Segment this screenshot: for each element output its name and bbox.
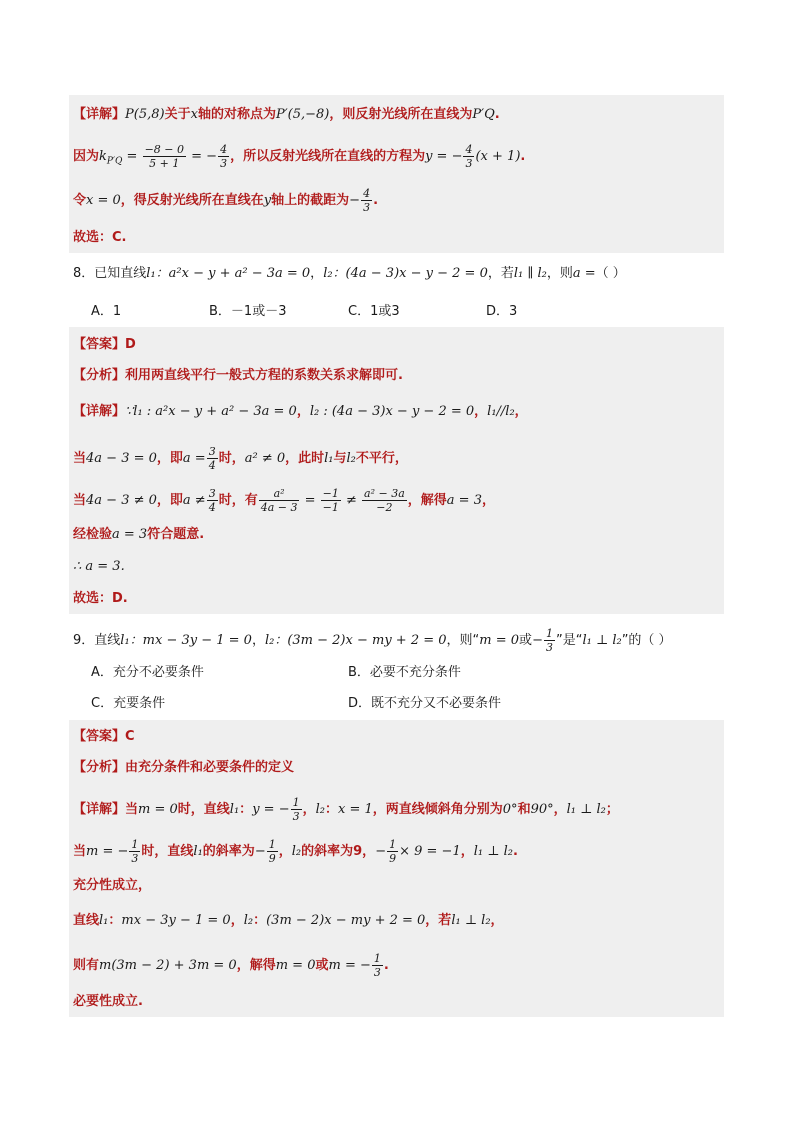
q9-option-d: D．既不充分又不必要条件 — [348, 696, 502, 711]
q8-detail-5: ∴ a = 3. — [73, 559, 125, 574]
q9-detail-4: 直线l₁：mx − 3y − 1 = 0，l₂：(3m − 2)x − my + 2 = 0，若l₁ ⊥ l₂， — [73, 913, 504, 928]
q9-analysis: 【分析】由充分条件和必要条件的定义 — [73, 760, 295, 775]
q8-detail-3: 当4a − 3 ≠ 0，即a ≠ $\frac{3}{4}$ 时，有 $\frac{\text{a²}}{4a - 3}$ = $\frac{-1}{-1}$ ≠ $\frac{\text{a² − 3a}}{-2}$ ，解得a = 3， — [73, 487, 495, 514]
q9-detail-3: 充分性成立， — [73, 878, 152, 893]
q8-detail-1: 【详解】∵l₁ : a²x − y + a² − 3a = 0，l₂ : (4a − 3)x − y − 2 = 0，l₁//l₂， — [73, 404, 528, 419]
detail-line-2: 因为$k_{P'Q}$ = $\frac{-8 - 0}{5 + 1}$ = − $\frac{4}{3}$ ，所以反射光线所在直线的方程为y = − $\frac{4}{3}$ (x + 1). — [73, 143, 526, 170]
q8-option-a: A．1 — [91, 304, 122, 319]
q9-detail-1: 【详解】当m = 0时，直线l₁：y = − $\frac{1}{3}$ ，l₂：x = 1，两直线倾斜角分别为0°和90°，l₁ ⊥ l₂； — [73, 796, 619, 823]
q8-detail-4: 经检验a = 3符合题意. — [73, 527, 205, 542]
q8-analysis: 【分析】利用两直线平行一般式方程的系数关系求解即可. — [73, 368, 403, 383]
q9-answer: 【答案】C — [73, 729, 135, 744]
q9-detail-5: 则有m(3m − 2) + 3m = 0，解得m = 0或m = − $\frac{1}{3}$ . — [73, 952, 389, 979]
q8-option-b: B．－1或－3 — [209, 304, 287, 319]
q9-option-b: B．必要不充分条件 — [348, 665, 461, 680]
q8-option-c: C．1或3 — [348, 304, 400, 319]
q8-option-d: D．3 — [486, 304, 518, 319]
q9-option-a: A．充分不必要条件 — [91, 665, 204, 680]
answer-choice-line: 故选：C. — [73, 230, 127, 245]
q8-choice: 故选：D. — [73, 591, 128, 606]
q8-answer: 【答案】D — [73, 337, 136, 352]
detail-line-3: 令x = 0，得反射光线所在直线在y轴上的截距为− $\frac{4}{3}$ . — [73, 187, 379, 214]
q9-detail-2: 当m = − $\frac{1}{3}$ 时，直线l₁的斜率为− $\frac{1}{9}$ ，l₂的斜率为9，− $\frac{1}{9}$ × 9 = −1，l₁ ⊥ l₂. — [73, 838, 518, 865]
q8-detail-2: 当4a − 3 = 0，即a = $\frac{3}{4}$ 时，a² ≠ 0，此时l₁与l₂不平行， — [73, 445, 408, 472]
question-8-stem: 8．已知直线l₁：a²x − y + a² − 3a = 0，l₂：(4a − 3)x − y − 2 = 0，若l₁ ∥ l₂，则a =（ ） — [73, 266, 626, 281]
q9-option-c: C．充要条件 — [91, 696, 166, 711]
question-9-stem: 9．直线l₁：mx − 3y − 1 = 0，l₂：(3m − 2)x − my + 2 = 0，则“m = 0或− $\frac{1}{3}$ ”是“l₁ ⊥ l₂”的（ ） — [73, 627, 672, 654]
detail-line-1: 【详解】P(5,8)关于x轴的对称点为P′(5,−8)，则反射光线所在直线为P′Q. — [73, 107, 500, 122]
q9-detail-6: 必要性成立. — [73, 994, 143, 1009]
